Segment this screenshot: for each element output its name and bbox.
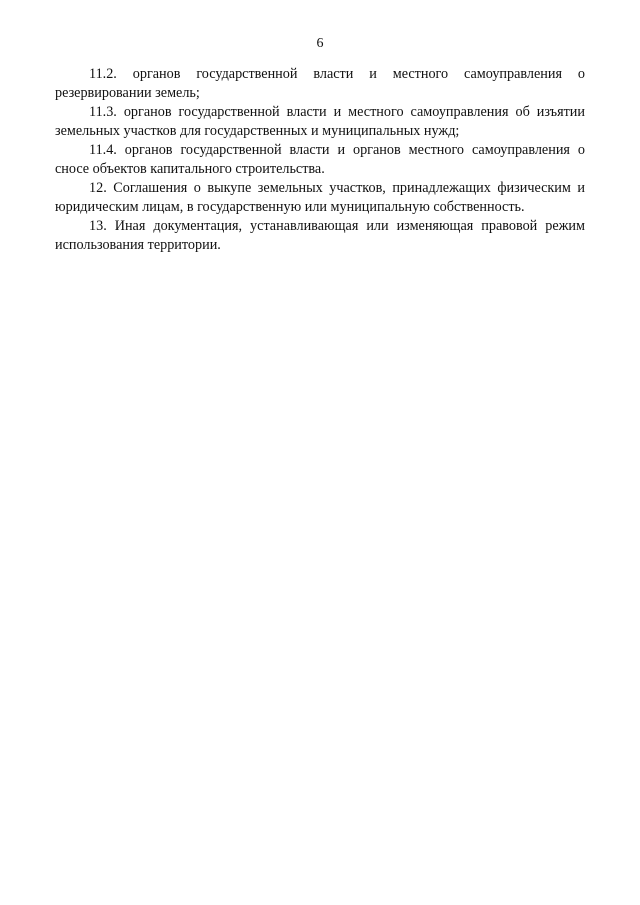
- paragraph-11-2: 11.2. органов государственной власти и местного самоуправления о резервировании земель;: [55, 66, 585, 101]
- page-number: 6: [316, 36, 324, 51]
- document-body: [55, 65, 585, 255]
- paragraph-13: 13. Иная документация, устанавливающая или изменяющая правовой режим использования территории.: [55, 218, 585, 253]
- paragraph-11-3: 11.3. органов государственной власти и местного самоуправления об изъятии земельных участков для государственных и муниципальных нужд;: [55, 104, 585, 139]
- paragraph-12: 12. Соглашения о выкупе земельных участков, принадлежащих физическим и юридическим лицам, в государственную или муниципальную собственность.: [55, 180, 585, 215]
- paragraph-11-4: 11.4. органов государственной власти и органов местного самоуправления о сносе объектов капитального строительства.: [55, 142, 585, 177]
